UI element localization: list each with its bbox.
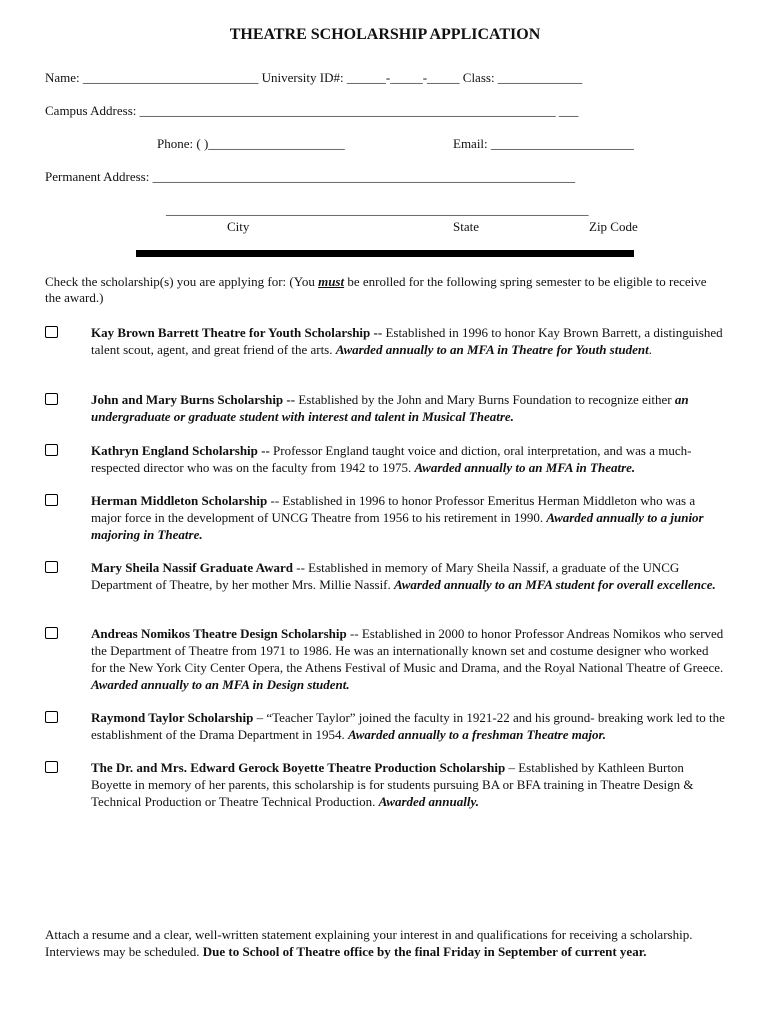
instructions-text-end: be enrolled for the following spring semester to be eligible to receive the award.) xyxy=(45,274,707,305)
scholarship-tail: . xyxy=(648,342,652,357)
permanent-address-line[interactable]: Permanent Address: _________________________________________________________________ xyxy=(45,169,576,184)
scholarship-description: – “Teacher Taylor” joined the faculty in 1921-22 and his ground- breaking work led to the establishment of the Drama Department in 1954. xyxy=(91,710,725,742)
state-label: State xyxy=(453,219,479,234)
scholarship-name: Herman Middleton Scholarship xyxy=(91,493,268,508)
scholarship-description: Professor England taught voice and diction, oral interpretation, and was a much-respected director who was on the faculty from 1942 to 1975. xyxy=(91,443,692,475)
scholarship-item xyxy=(45,391,725,427)
city-label: City xyxy=(227,219,250,234)
scholarship-text xyxy=(91,759,725,810)
scholarship-item xyxy=(45,442,725,478)
scholarship-checkbox[interactable] xyxy=(45,761,58,773)
scholarship-award: Awarded annually to a freshman Theatre major. xyxy=(348,727,607,742)
scholarship-name: John and Mary Burns Scholarship -- xyxy=(91,392,296,407)
scholarship-text xyxy=(91,442,725,476)
section-divider xyxy=(136,250,634,257)
scholarship-item xyxy=(45,759,725,813)
scholarship-checkbox[interactable] xyxy=(45,444,58,456)
scholarship-item xyxy=(45,492,725,546)
scholarship-item xyxy=(45,559,725,613)
footer-deadline: Due to School of Theatre office by the final Friday in September of current year. xyxy=(202,944,647,959)
scholarship-checkbox[interactable] xyxy=(45,326,58,338)
zip-code-label: Zip Code xyxy=(589,219,638,234)
scholarship-award: Awarded annually to an MFA in Design student. xyxy=(91,677,350,692)
instructions xyxy=(45,274,717,306)
scholarship-description: Established in 1996 to honor Kay Brown Barrett, a distinguished talent scout, agent, and great friend of the arts. xyxy=(91,325,723,357)
scholarship-name: Kay Brown Barrett Theatre for Youth Scholarship -- xyxy=(91,325,383,340)
submission-instructions xyxy=(45,926,705,960)
scholarship-name: Raymond Taylor Scholarship xyxy=(91,710,254,725)
instructions-text: Check the scholarship(s) you are applying for: (You xyxy=(45,274,319,289)
scholarship-name: The Dr. and Mrs. Edward Gerock Boyette Theatre Production Scholarship xyxy=(91,760,506,775)
scholarship-name: Mary Sheila Nassif Graduate Award xyxy=(91,560,293,575)
scholarship-description: -- Established in 1996 to honor Professor Emeritus Herman Middleton who was a major force in the development of UNCG Theatre from 1956 to his retirement in 1990. xyxy=(91,493,696,525)
scholarship-description: -- Established in 2000 to honor Professor Andreas Nomikos who served the Department of Theatre from 1971 to 1986. He was an internationally known set and costume designer who worked for the New York City Center Opera, the Athens Festival of Music and Drama, and the Royal National Theatre of Greece. xyxy=(91,626,724,675)
email-line[interactable]: Email: ______________________ xyxy=(453,136,634,151)
scholarship-award: Awarded annually to an MFA in Theatre. xyxy=(414,460,636,475)
scholarship-name: Kathryn England Scholarship -- xyxy=(91,443,270,458)
scholarship-checkbox[interactable] xyxy=(45,494,58,506)
scholarship-award: an undergraduate or graduate student with interest and talent in Musical Theatre. xyxy=(91,392,689,424)
scholarship-checkbox[interactable] xyxy=(45,393,58,405)
scholarship-text xyxy=(91,709,725,743)
scholarship-description: -- Established in memory of Mary Sheila Nassif, a graduate of the UNCG Department of Theatre, by her mother Mrs. Millie Nassif. xyxy=(91,560,680,592)
scholarship-text xyxy=(91,492,725,543)
scholarship-text xyxy=(91,625,725,693)
scholarship-checkbox[interactable] xyxy=(45,561,58,573)
scholarship-award: Awarded annually. xyxy=(378,794,480,809)
scholarship-award: Awarded annually to a junior majoring in Theatre. xyxy=(91,510,704,542)
scholarship-text xyxy=(91,391,725,425)
page-title: THEATRE SCHOLARSHIP APPLICATION xyxy=(229,26,541,43)
scholarship-description: Established by the John and Mary Burns Foundation to recognize either xyxy=(295,392,675,407)
scholarship-checkbox[interactable] xyxy=(45,711,58,723)
scholarship-checkbox[interactable] xyxy=(45,627,58,639)
scholarship-name: Andreas Nomikos Theatre Design Scholarship xyxy=(91,626,347,641)
scholarship-award: Awarded annually to an MFA in Theatre for Youth student xyxy=(335,342,649,357)
scholarship-award: Awarded annually to an MFA student for overall excellence. xyxy=(394,577,716,592)
scholarship-item xyxy=(45,324,725,378)
name-id-class-line[interactable]: Name: ___________________________ University ID#: ______-_____-_____ Class: _____________ xyxy=(45,70,583,85)
must-emphasis: must xyxy=(318,274,345,289)
footer-text: Attach a resume and a clear, well-written statement explaining your interest in and qualifications for receiving a scholarship. Interviews may be scheduled. xyxy=(45,927,693,959)
scholarship-item xyxy=(45,709,725,745)
scholarship-text xyxy=(91,559,725,593)
scholarship-text xyxy=(91,324,725,358)
address-line-2[interactable]: _________________________________________________________________ xyxy=(166,202,589,217)
scholarship-item xyxy=(45,625,725,695)
phone-line[interactable]: Phone: ( )_____________________ xyxy=(157,136,345,151)
scholarship-description: – Established by Kathleen Burton Boyette in memory of her parents, this scholarship is for students pursuing BA or BFA training in Theatre Design & Technical Production or Theatre Technical Production. xyxy=(91,760,694,809)
campus-address-line[interactable]: Campus Address: ________________________________________________________________ ___ xyxy=(45,103,579,118)
